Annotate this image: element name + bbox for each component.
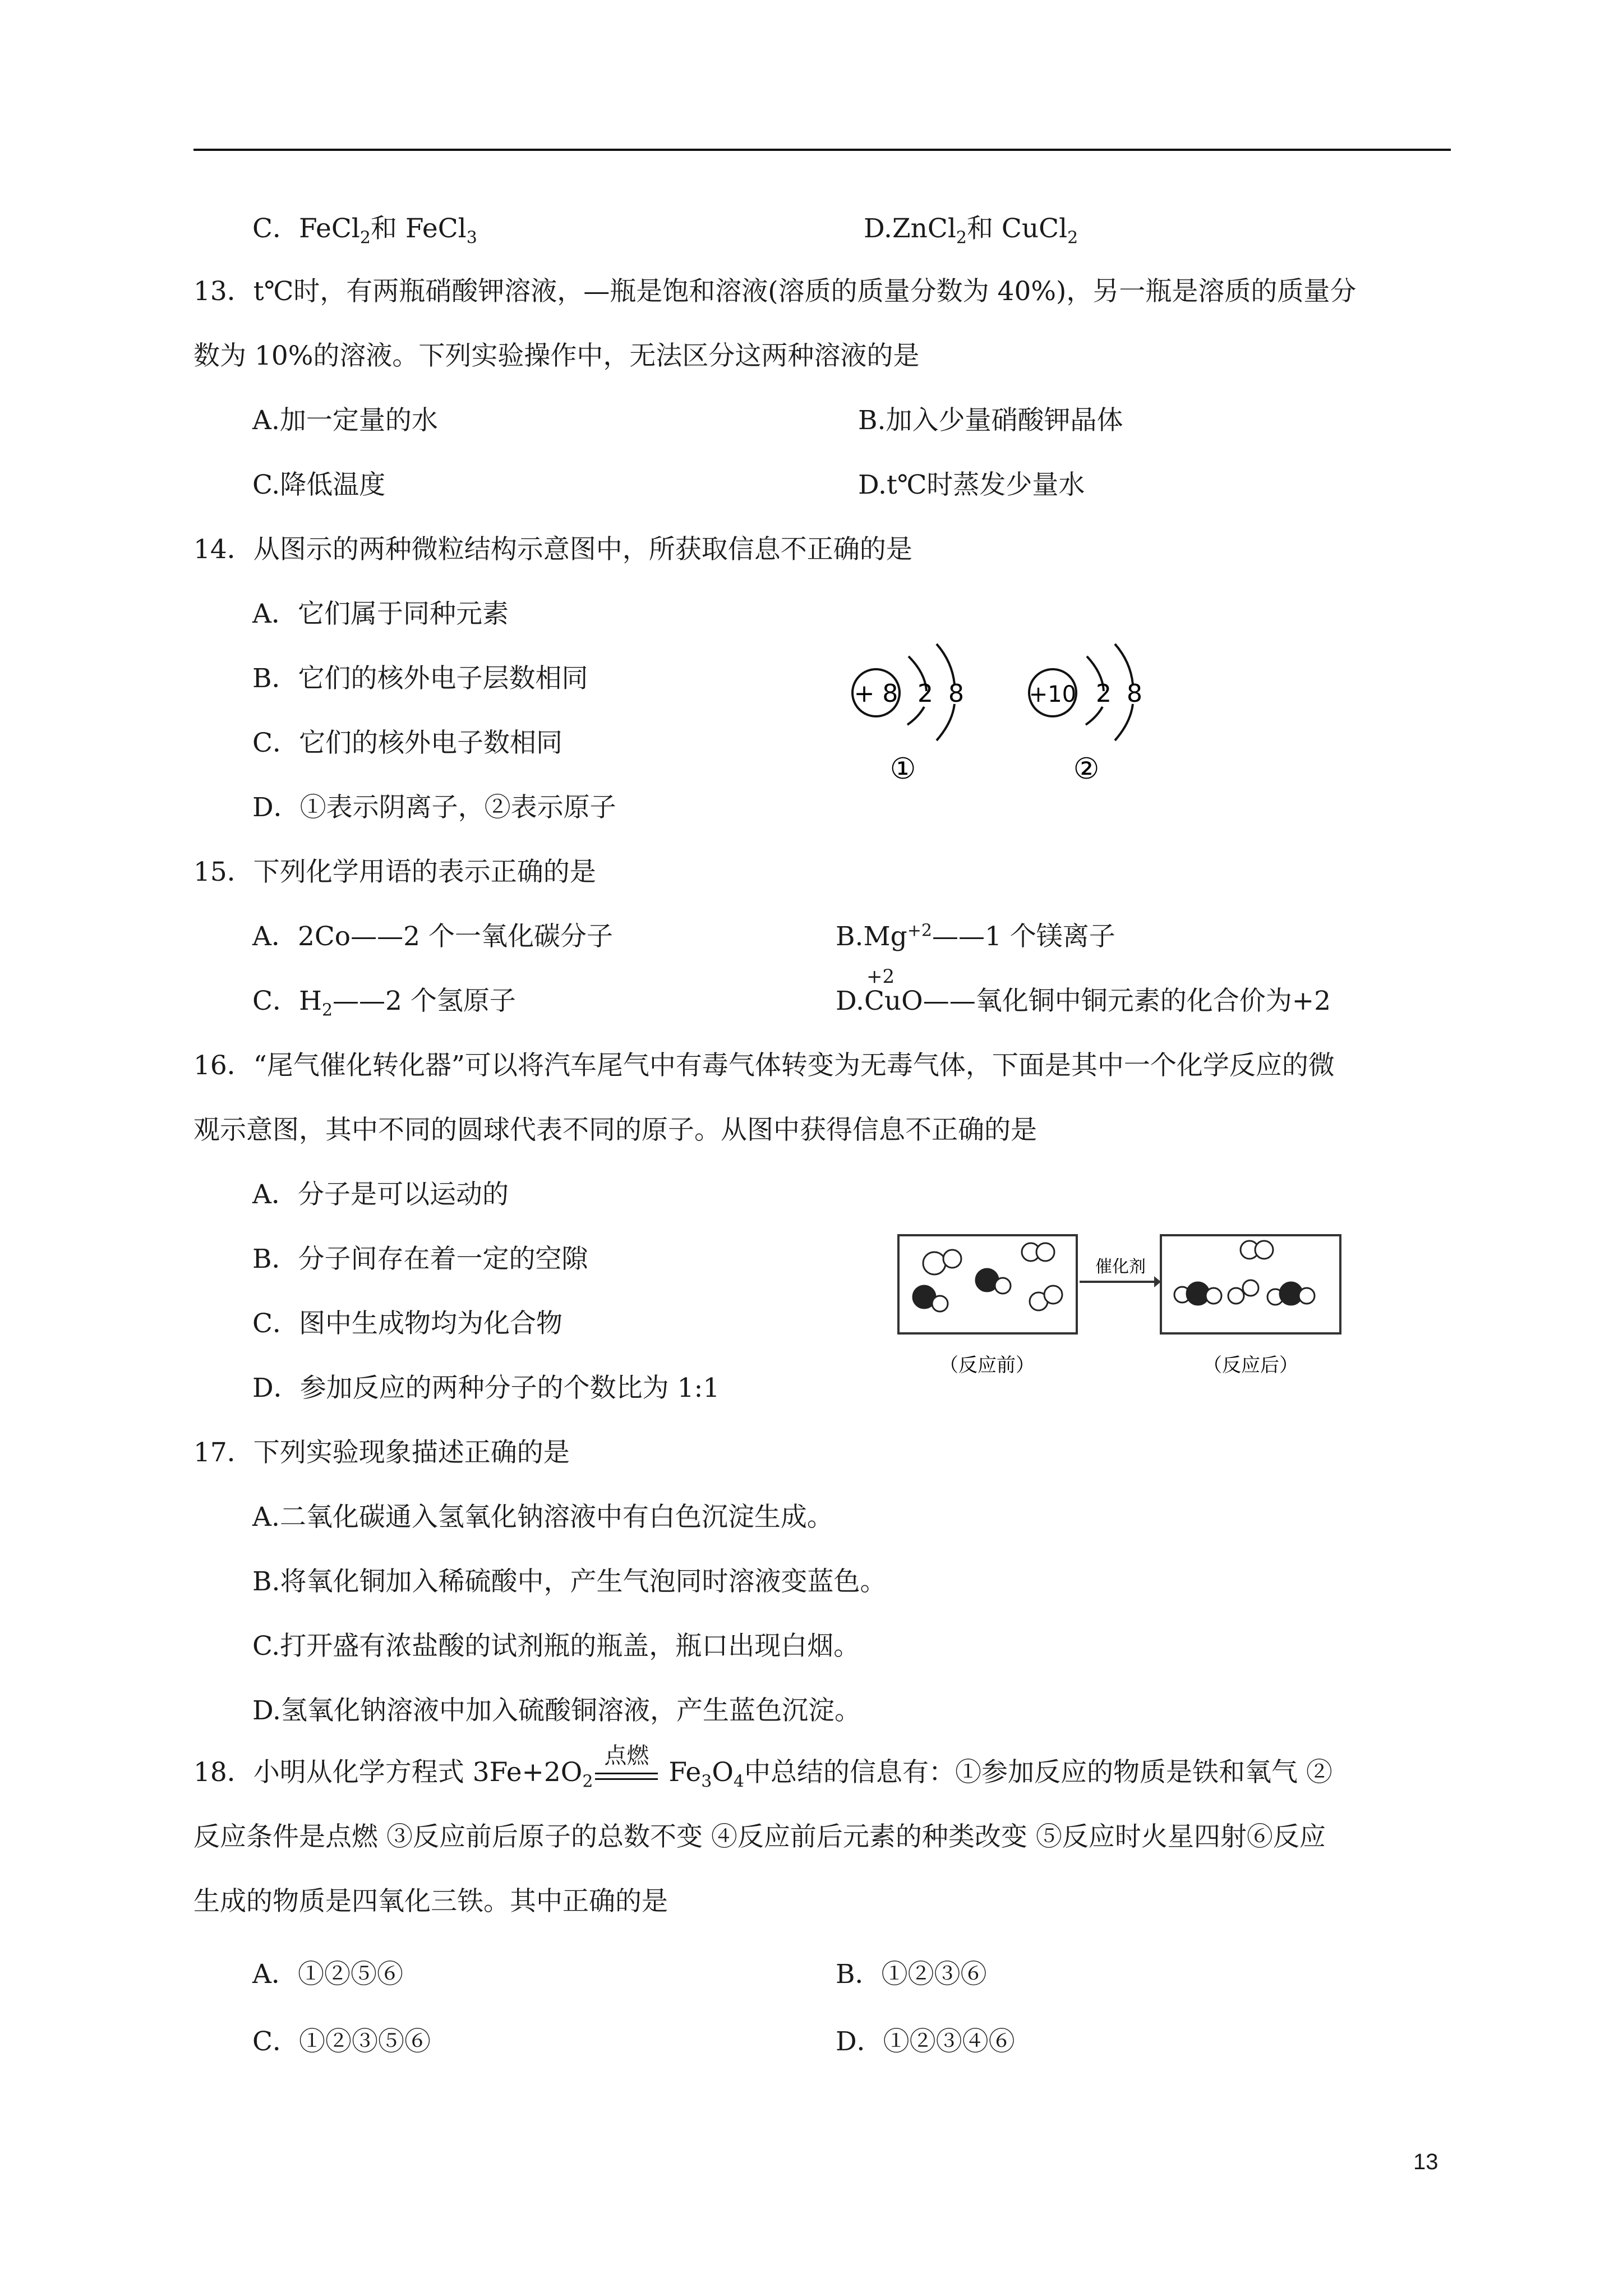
q13-stem-line2: 数为 10%的溶液。下列实验操作中，无法区分这两种溶液的是: [193, 341, 920, 371]
atomic-structure-diagram: [841, 628, 1189, 797]
q16-stem-line1: 16．“尾气催化转化器”可以将汽车尾气中有毒气体转变为无毒气体，下面是其中一个化学反应的微: [193, 1050, 1335, 1081]
particle-2-nucleus: +10: [1029, 682, 1077, 707]
q18-option-a: A．①②⑤⑥: [252, 1959, 403, 1990]
q13-option-a: A.加一定量的水: [252, 405, 438, 436]
q12-option-c: C．FeCl$_2$和 FeCl$_3$: [252, 213, 477, 248]
q15-option-d: D.CuO +2 ——氧化铜中铜元素的化合价为+2: [836, 984, 1331, 1018]
reaction-condition: 点燃: [593, 1756, 660, 1789]
q13-option-c: C.降低温度: [252, 470, 386, 500]
q18-stem-line2: 反应条件是点燃 ③反应前后原子的总数不变 ④反应前后元素的种类改变 ⑤反应时火星四射⑥反应: [193, 1821, 1326, 1852]
q13-option-b: B.加入少量硝酸钾晶体: [858, 405, 1123, 436]
q18-option-b: B．①②③⑥: [836, 1959, 987, 1990]
q16-option-b: B．分子间存在着一定的空隙: [252, 1244, 588, 1274]
q14-option-a: A．它们属于同种元素: [252, 599, 509, 629]
particle-1-nucleus: + 8: [854, 679, 898, 708]
q16-stem-line2: 观示意图，其中不同的圆球代表不同的原子。从图中获得信息不正确的是: [193, 1115, 1037, 1145]
particle-1-shell-1-electrons: 2: [917, 679, 933, 708]
particle-2-shell-1-electrons: 2: [1096, 679, 1112, 708]
q16-option-a: A．分子是可以运动的: [252, 1179, 509, 1210]
particle-2-label: ②: [1073, 752, 1100, 786]
q13-option-d: D.t℃时蒸发少量水: [858, 470, 1085, 500]
q15-option-a: A．2Co——2 个一氧化碳分子: [252, 921, 613, 952]
q15-stem: 15．下列化学用语的表示正确的是: [193, 857, 596, 887]
after-label: （反应后）: [1203, 1354, 1298, 1377]
before-molecules: [913, 1243, 1062, 1312]
q17-stem: 17．下列实验现象描述正确的是: [193, 1437, 570, 1468]
q15-option-c: C．$H_2——2$ 个氢原子: [252, 986, 516, 1020]
page-number: 13: [1413, 2150, 1438, 2174]
q16-option-d: D．参加反应的两种分子的个数比为 1:1: [252, 1373, 720, 1404]
q17-option-d: D.氢氧化钠溶液中加入硫酸铜溶液，产生蓝色沉淀。: [252, 1695, 861, 1726]
reaction-micro-diagram: [892, 1223, 1357, 1391]
catalyst-label: 催化剂: [1095, 1257, 1146, 1277]
particle-1-label: ①: [889, 752, 916, 786]
q12-option-d: D.ZnCl$_2$和 CuCl$_2$: [864, 213, 1078, 248]
q17-option-c: C.打开盛有浓盐酸的试剂瓶的瓶盖，瓶口出现白烟。: [252, 1631, 860, 1662]
q13-stem-line1: 13．t℃时，有两瓶硝酸钾溶液，—瓶是饱和溶液(溶质的质量分数为 40%)，另一瓶是溶质的质量分: [193, 276, 1357, 307]
q16-option-c: C．图中生成物均为化合物: [252, 1308, 562, 1339]
particle-1-shell-2-electrons: 8: [948, 679, 964, 708]
q17-option-b: B.将氧化铜加入稀硫酸中，产生气泡同时溶液变蓝色。: [252, 1566, 887, 1597]
q14-stem: 14．从图示的两种微粒结构示意图中，所获取信息不正确的是: [193, 534, 912, 565]
header-rule: [193, 149, 1451, 151]
q14-option-b: B．它们的核外电子层数相同: [252, 663, 588, 694]
q18-stem-line1: 18．小明从化学方程式 $3Fe+2O_2$ 点燃 $Fe_3O_4$中总结的信息有：①参加反应的物质是铁和氧气 ②: [193, 1743, 1332, 1792]
q14-option-c: C．它们的核外电子数相同: [252, 728, 562, 758]
particle-2-shell-2-electrons: 8: [1127, 679, 1142, 708]
q17-option-a: A.二氧化碳通入氢氧化钠溶液中有白色沉淀生成。: [252, 1502, 833, 1533]
before-label: （反应前）: [939, 1354, 1035, 1377]
q18-option-c: C．①②③⑤⑥: [252, 2026, 431, 2057]
particle-2: [1029, 644, 1142, 786]
q18-option-d: D．①②③④⑥: [836, 2026, 1015, 2057]
q18-stem-line3: 生成的物质是四氧化三铁。其中正确的是: [193, 1886, 668, 1917]
valence-mark: +2: [866, 965, 895, 988]
q15-option-b: $B.Mg^{+2}——1$ 个镁离子: [836, 921, 1115, 952]
after-molecules: [1174, 1241, 1315, 1305]
q14-option-d: D．①表示阴离子，②表示原子: [252, 792, 616, 823]
particle-1: [852, 644, 964, 786]
